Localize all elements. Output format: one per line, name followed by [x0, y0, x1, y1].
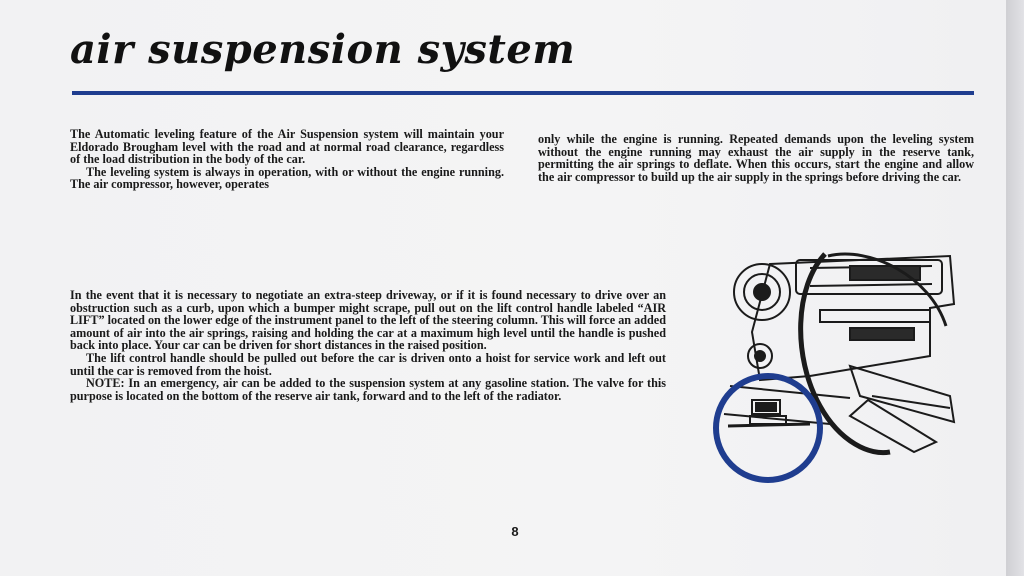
column-1-text	[70, 128, 504, 191]
highlight-circle	[716, 376, 820, 480]
instrument-panel-illustration	[700, 246, 964, 492]
paragraph: The leveling system is always in operation, with or without the engine running. The air compressor, however, operates	[70, 164, 504, 192]
page-number: 8	[511, 524, 519, 539]
page-title: air suspension system	[70, 26, 576, 73]
paragraph: NOTE: In an emergency, air can be added to the suspension system at any gasoline station. The valve for this purpose is located on the bottom of the reserve air tank, forward and to the left of the radiator.	[70, 376, 666, 403]
paragraph: only while the engine is running. Repeated demands upon the leveling system without the engine running may exhaust the air supply in the reserve tank, permitting the air springs to deflate. When this occurs, start the engine and allow the air compressor to build up the air supply in the springs before driving the car.	[538, 132, 974, 184]
paragraph: The Automatic leveling feature of the Air Suspension system will maintain your Eldorado Brougham level with the road and at normal road clearance, regardless of the load distribution in the body of the car.	[70, 127, 504, 167]
paragraph: In the event that it is necessary to negotiate an extra-steep driveway, or if it is found necessary to drive over an obstruction such as a curb, upon which a bumper might scrape, pull out on the lift control handle labeled “AIR LIFT” located on the lower edge of the instrument panel to the left of the steering column. This will force an added amount of air into the air springs, raising and holding the car at a maximum high level until the handle is pushed back into place. Your car can be driven for short distances in the raised position.	[70, 288, 666, 353]
column-2-text	[538, 133, 974, 183]
paragraph: The lift control handle should be pulled out before the car is driven onto a hoist for service work and left out until the car is removed from the hoist.	[70, 350, 666, 378]
steering-column	[850, 366, 954, 422]
title-rule	[72, 91, 974, 95]
lower-text-block	[70, 289, 666, 402]
page-edge	[1006, 0, 1024, 576]
